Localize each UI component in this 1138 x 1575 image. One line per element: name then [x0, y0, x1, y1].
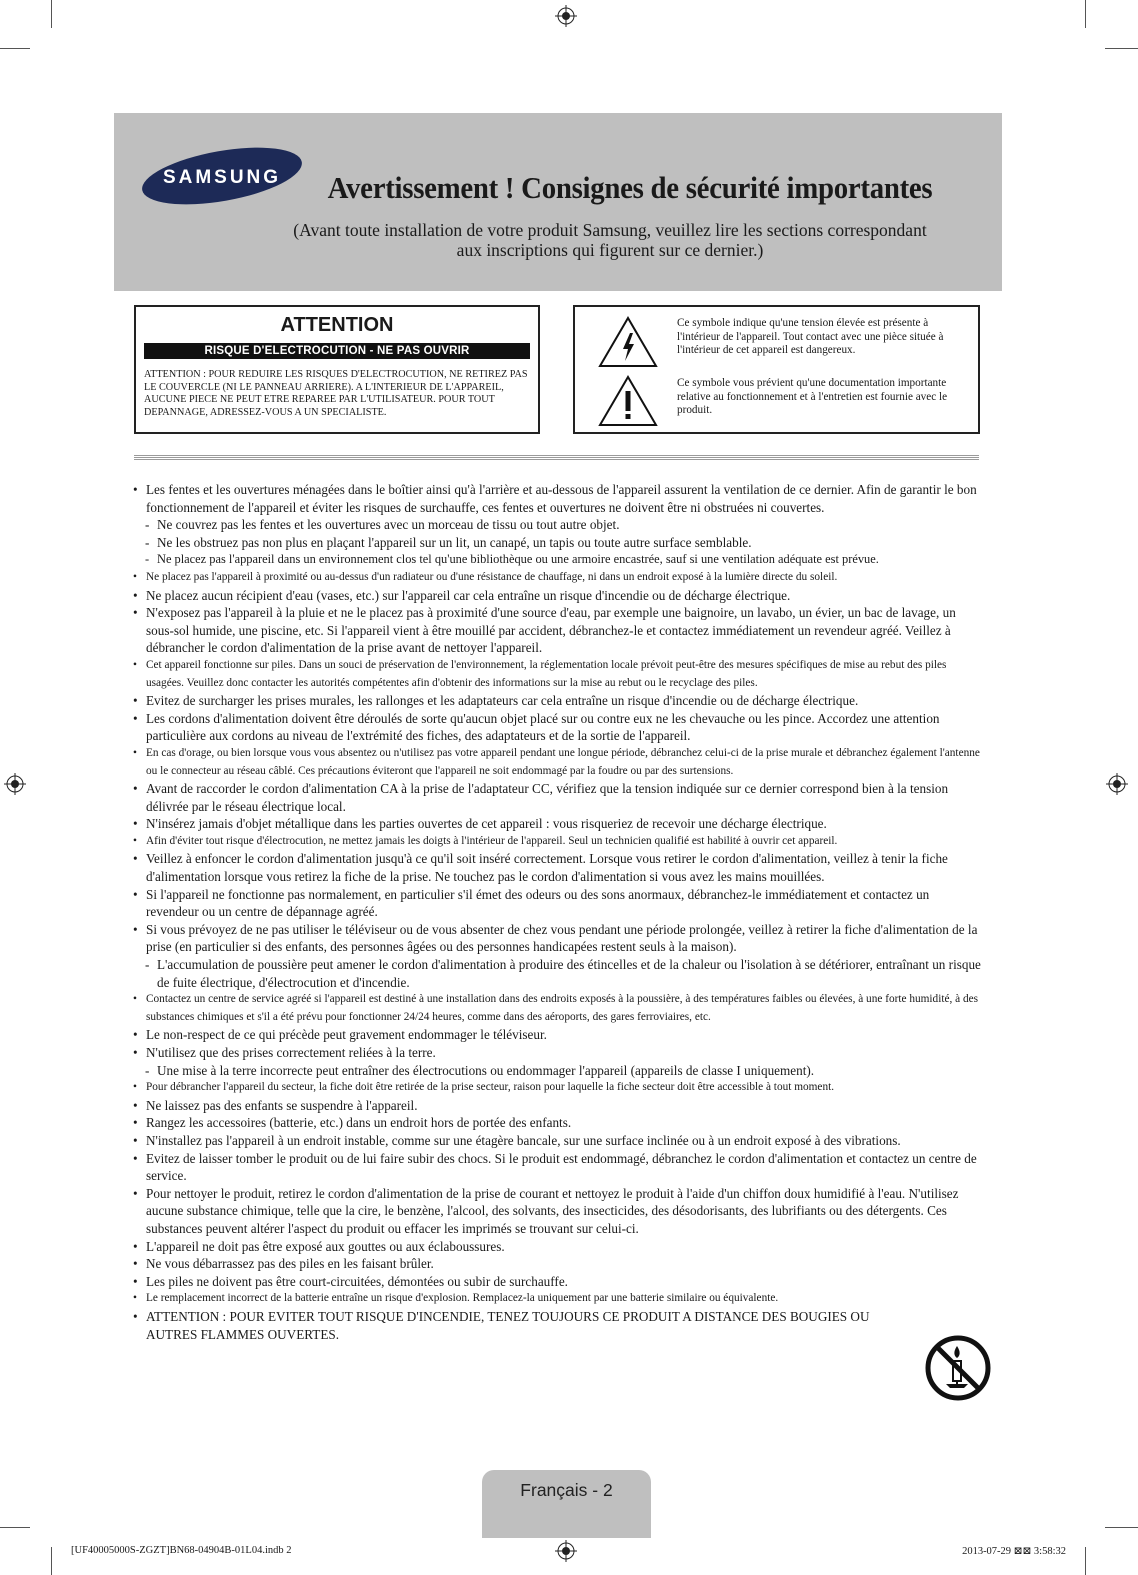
list-item: • Evitez de laisser tomber le produit ou de lui faire subir des chocs. Si le produit est endommagé, débranchez le cordon d'alimentation et contactez un centre de service. — [133, 1150, 983, 1185]
list-item: • Le non-respect de ce qui précède peut gravement endommager le téléviseur. — [133, 1026, 983, 1044]
list-item: • N'exposez pas l'appareil à la pluie et ne le placez pas à proximité d'une source d'eau, par exemple une baignoire, un lavabo, un évier, un bac de lavage, un sous-sol humide, une piscine, etc. Si l'appareil vient à être mouillé par accident, débranchez-le et contactez immédiatement un revendeur agréé. Veillez à débrancher le cordon d'alimentation de la prise avant de nettoyer l'appareil. — [133, 604, 983, 657]
voltage-symbol-row — [575, 313, 978, 369]
list-item: • N'utilisez que des prises correctement reliées à la terre. — [133, 1044, 983, 1062]
symbols-box — [573, 305, 980, 434]
crop-mark — [51, 1547, 52, 1575]
list-item: • Les fentes et les ouvertures ménagées dans le boîtier ainsi qu'à l'arrière et au-dessous de l'appareil assurent la ventilation de ce dernier. Afin de garantir le bon fonctionnement de l'appareil et éviter les risques de surchauffe, ces fentes et ouvertures ne doivent être ni obstruées ni couvertes. — [133, 481, 983, 516]
registration-mark-icon — [1106, 773, 1128, 795]
list-item: • L'appareil ne doit pas être exposé aux gouttes ou aux éclaboussures. — [133, 1238, 983, 1256]
list-item: • N'installez pas l'appareil à un endroit instable, comme sur une étagère bancale, sur une surface inclinée ou à un endroit exposé à des vibrations. — [133, 1132, 983, 1150]
list-item: • Les cordons d'alimentation doivent être déroulés de sorte qu'aucun objet placé sur ou contre eux ne les chevauche ou les pince. Accordez une attention particulière aux cordons au niveau de l'extrémité des fiches, des adaptateurs et de la sortie de l'appareil. — [133, 710, 983, 745]
page-number: Français - 2 — [520, 1480, 613, 1500]
page-subtitle: (Avant toute installation de votre produit Samsung, veuillez lire les sections correspondant aux inscriptions qui figurent sur ce dernier.) — [293, 220, 927, 260]
print-date: 2013-07-29 ⊠⊠ 3:58:32 — [962, 1546, 1066, 1557]
voltage-symbol-text: Ce symbole indique qu'une tension élevée est présente à l'intérieur de l'appareil. Tout contact avec une pièce située à l'intérieur de cet appareil est dangereux. — [677, 317, 944, 356]
sub-item: - Ne les obstruez pas non plus en plaçant l'appareil sur un lit, un canapé, un tapis ou toute autre surface semblable. — [133, 534, 983, 552]
list-item: • Le remplacement incorrect de la batterie entraîne un risque d'explosion. Remplacez-la uniquement par une batterie similaire ou équivalente. — [133, 1290, 921, 1308]
crop-mark — [0, 1527, 30, 1528]
list-item: • Rangez les accessoires (batterie, etc.) dans un endroit hors de portée des enfants. — [133, 1114, 983, 1132]
crop-mark — [1085, 1547, 1086, 1575]
list-item: • Cet appareil fonctionne sur piles. Dans un souci de préservation de l'environnement, la réglementation locale prévoit peut-être des mesures spécifiques de mise au rebut des piles usagées. Veuillez donc contacter les autorités compétentes afin d'obtenir des informations sur la mise au rebut ou le recyclage des piles. — [133, 657, 983, 692]
svg-text:SAMSUNG: SAMSUNG — [162, 167, 282, 188]
crop-mark — [1085, 0, 1086, 28]
list-item: • Avant de raccorder le cordon d'alimentation CA à la prise de l'adaptateur CC, vérifiez que la tension indiquée sur ce dernier correspond bien à la tension délivrée par le réseau électrique local. — [133, 780, 983, 815]
crop-mark — [1105, 1527, 1138, 1528]
list-item: • N'insérez jamais d'objet métallique dans les parties ouvertes de cet appareil : vous risqueriez de recevoir une décharge électrique. — [133, 815, 983, 833]
attention-text: ATTENTION : POUR REDUIRE LES RISQUES D'ELECTROCUTION, NE RETIREZ PAS LE COUVERCLE (NI LE PANNEAU ARRIERE). A L'INTERIEUR DE L'APPAREIL, AUCUNE PIECE NE PEUT ETRE REPAREE PAR L'UTILISATEUR. POUR TOUT DEPANNAGE, ADRESSEZ-VOUS A UN SPECIALISTE. — [144, 369, 528, 418]
divider — [134, 455, 979, 461]
list-item: • Contactez un centre de service agréé si l'appareil est destiné à une installation dans des endroits exposés à la poussière, à des températures faibles ou élevées, à une forte humidité, à des substances chimiques et s'il a été prévu pour fonctionner 24/24 heures, comme dans des aéroports, des gares ferroviaires, etc. — [133, 991, 983, 1026]
crop-mark — [51, 0, 52, 28]
instruction-list — [133, 481, 983, 1343]
list-item: • Ne laissez pas des enfants se suspendre à l'appareil. — [133, 1097, 983, 1115]
exclamation-triangle-icon — [597, 374, 659, 428]
no-candle-icon — [924, 1334, 992, 1402]
sub-item: - L'accumulation de poussière peut amener le cordon d'alimentation à produire des étincelles et de la chaleur ou l'isolation à se détériorer, entraînant un risque de fuite électrique, d'électrocution et d'incendie. — [133, 956, 983, 991]
sub-item: - Ne couvrez pas les fentes et les ouvertures avec un morceau de tissu ou tout autre objet. — [133, 516, 983, 534]
list-item: • Veillez à enfoncer le cordon d'alimentation jusqu'à ce qu'il soit inséré correctement. Lorsque vous retirer le cordon d'alimentation, veillez à tenir la fiche d'alimentation lorsque vous retirez la fiche de la prise. Ne touchez pas le cordon d'alimentation si vous avez les mains mouillées. — [133, 850, 983, 885]
file-info: [UF40005000S-ZGZT]BN68-04904B-01L04.indb 2 — [71, 1545, 292, 1556]
list-item: • Si vous prévoyez de ne pas utiliser le téléviseur ou de vous absenter de chez vous pendant une période prolongée, veillez à retirer la fiche d'alimentation de la prise (en particulier si des enfants, des personnes âgées ou des personnes handicapées restent seuls à la maison). — [133, 921, 983, 956]
list-item: • En cas d'orage, ou bien lorsque vous vous absentez ou n'utilisez pas votre appareil pendant une longue période, débranchez celui-ci de la prise murale et débranchez également l'antenne ou le connecteur au réseau câblé. Ces précautions éviteront que l'appareil ne soit endommagé par la foudre ou par des surtensions. — [133, 745, 983, 780]
crop-mark — [0, 48, 30, 49]
sub-item: - Une mise à la terre incorrecte peut entraîner des électrocutions ou endommager l'appareil (appareils de classe I uniquement). — [133, 1062, 983, 1080]
lightning-triangle-icon — [597, 315, 659, 369]
list-item: • Ne placez aucun récipient d'eau (vases, etc.) sur l'appareil car cela entraîne un risque d'incendie ou de décharge électrique. — [133, 587, 983, 605]
crop-mark — [1105, 48, 1138, 49]
list-item: • Pour débrancher l'appareil du secteur, la fiche doit être retirée de la prise secteur, raison pour laquelle la fiche secteur doit être accessible à tout moment. — [133, 1079, 983, 1097]
documentation-symbol-row — [575, 371, 978, 431]
registration-mark-icon — [555, 1540, 577, 1562]
attention-box — [134, 305, 540, 434]
registration-mark-icon — [555, 5, 577, 27]
list-item: • Ne placez pas l'appareil à proximité ou au-dessus d'un radiateur ou d'une résistance de chauffage, ni dans un endroit exposé à la lumière directe du soleil. — [133, 569, 983, 587]
attention-title: ATTENTION — [280, 314, 394, 336]
list-item: • Afin d'éviter tout risque d'électrocution, ne mettez jamais les doigts à l'intérieur de l'appareil. Seul un technicien qualifié est habilité à ouvrir cet appareil. — [133, 833, 983, 851]
list-item: • Les piles ne doivent pas être court-circuitées, démontées ou subir de surchauffe. — [133, 1273, 983, 1291]
registration-mark-icon — [4, 773, 26, 795]
samsung-logo — [140, 146, 304, 206]
list-item: • ATTENTION : POUR EVITER TOUT RISQUE D'INCENDIE, TENEZ TOUJOURS CE PRODUIT A DISTANCE DES BOUGIES OU AUTRES FLAMMES OUVERTES. — [133, 1308, 921, 1343]
list-item: • Si l'appareil ne fonctionne pas normalement, en particulier s'il émet des odeurs ou des sons anormaux, débranchez-le immédiatement et contactez un revendeur ou un centre de dépannage agréé. — [133, 886, 983, 921]
page-title: Avertissement ! Consignes de sécurité importantes — [327, 170, 933, 205]
safety-instructions — [133, 481, 983, 1343]
list-item: • Ne vous débarrassez pas des piles en les faisant brûler. — [133, 1255, 983, 1273]
shock-risk-banner: RISQUE D'ELECTROCUTION - NE PAS OUVRIR — [144, 343, 530, 359]
list-item: • Pour nettoyer le produit, retirez le cordon d'alimentation de la prise de courant et nettoyez le produit à l'aide d'un chiffon doux humidifié à l'eau. N'utilisez aucune substance chimique, telle que la cire, le benzène, l'alcool, des solvants, des insecticides, des désodorisants, des lubrifiants ou des détergents. Ces substances peuvent altérer l'aspect du produit ou effacer les imprimés se trouvant sur celui-ci. — [133, 1185, 983, 1238]
sub-item: - Ne placez pas l'appareil dans un environnement clos tel qu'une bibliothèque ou une armoire encastrée, sauf si une ventilation adéquate est prévue. — [133, 551, 983, 569]
list-item: • Evitez de surcharger les prises murales, les rallonges et les adaptateurs car cela entraîne un risque d'incendie ou de décharge électrique. — [133, 692, 983, 710]
documentation-symbol-text: Ce symbole vous prévient qu'une documentation importante relative au fonctionnement et à l'entretien est fournie avec le produit. — [677, 377, 948, 416]
